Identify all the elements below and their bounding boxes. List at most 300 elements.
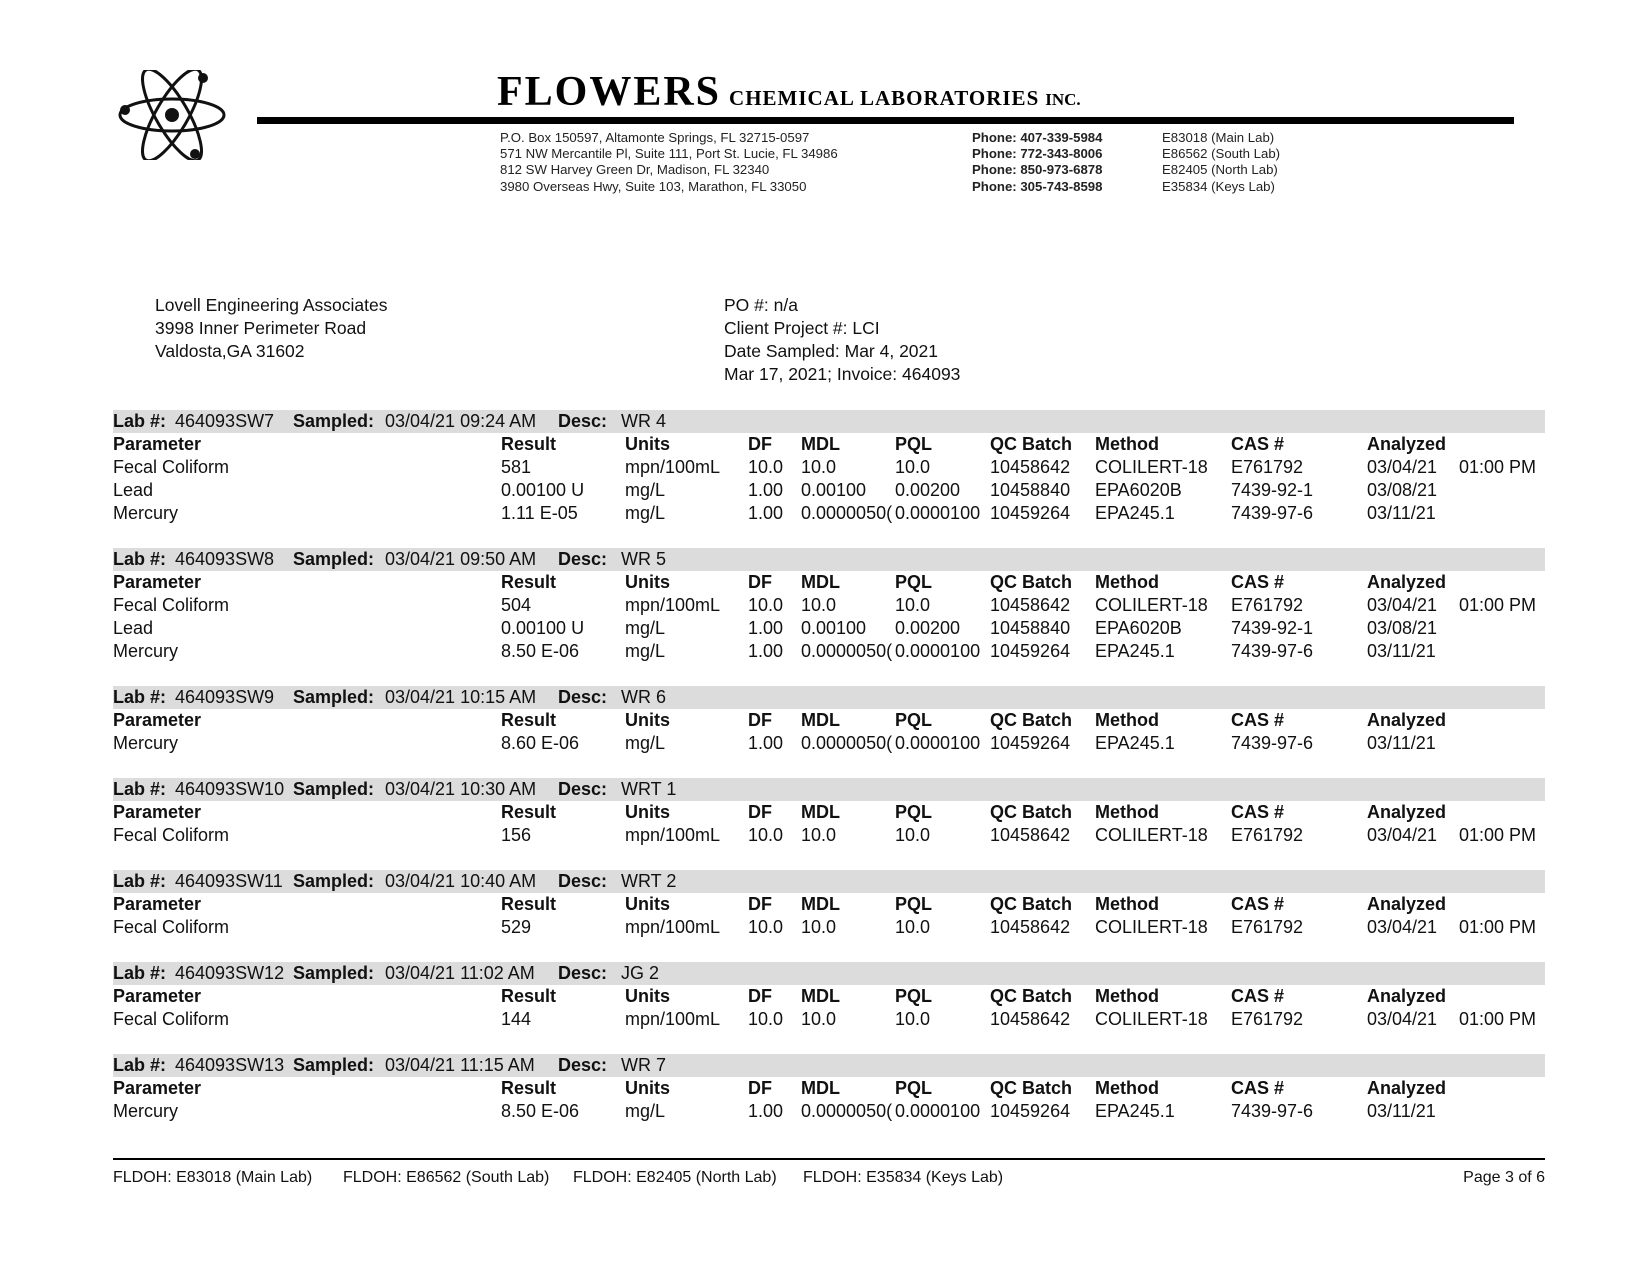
cell-cas: E761792	[1231, 917, 1304, 937]
column-header-mdl: MDL	[801, 434, 840, 454]
sampled-datetime: 03/04/21 09:24 AM	[385, 411, 537, 431]
column-header-parameter: Parameter	[113, 572, 202, 592]
footer-keys-lab: FLDOH: E35834 (Keys Lab)	[803, 1169, 1004, 1186]
cell-method: EPA245.1	[1095, 641, 1175, 661]
column-header-units: Units	[625, 894, 670, 914]
phone-line	[972, 179, 1280, 195]
cell-result: 144	[501, 1009, 532, 1029]
sample-block	[113, 962, 1545, 1031]
cell-cas: 7439-97-6	[1231, 641, 1314, 661]
sample-block	[113, 410, 1545, 525]
lab-label: Lab #:	[113, 871, 167, 891]
atom-logo-icon	[115, 70, 230, 160]
sample-header-bar	[113, 410, 1545, 433]
sampled-datetime: 03/04/21 09:50 AM	[385, 549, 537, 569]
phone-number: Phone: 407-339-5984	[972, 130, 1103, 145]
cell-units: mg/L	[625, 480, 666, 500]
client-city: Valdosta,GA 31602	[155, 341, 305, 361]
cell-pql: 10.0	[895, 1009, 931, 1029]
lab-addresses	[500, 130, 838, 195]
cell-analyzed-time: 01:00 PM	[1459, 1009, 1537, 1029]
cell-units: mpn/100mL	[625, 595, 721, 615]
cell-method: EPA6020B	[1095, 480, 1182, 500]
cell-pql: 0.0000100	[895, 641, 981, 661]
sample-header-bar	[113, 778, 1545, 801]
lab-label: Lab #:	[113, 1055, 167, 1075]
company-name-main: FLOWERS	[497, 69, 722, 115]
cell-cas: 7439-97-6	[1231, 733, 1314, 753]
cell-analyzed-date: 03/04/21	[1367, 457, 1438, 477]
cell-qc-batch: 10459264	[990, 1101, 1071, 1121]
cell-qc-batch: 10458840	[990, 480, 1071, 500]
cell-method: EPA245.1	[1095, 733, 1175, 753]
column-header-mdl: MDL	[801, 986, 840, 1006]
column-header-analyzed-date: Analyzed	[1367, 802, 1447, 822]
sampled-label: Sampled:	[293, 411, 375, 431]
sampled-label: Sampled:	[293, 871, 375, 891]
column-header-result: Result	[501, 710, 557, 730]
cell-pql: 0.00200	[895, 618, 961, 638]
column-header-qc-batch: QC Batch	[990, 434, 1073, 454]
desc-label: Desc:	[558, 871, 608, 891]
desc-value: WRT 1	[621, 779, 677, 799]
cell-df: 1.00	[748, 480, 784, 500]
column-header-result: Result	[501, 802, 557, 822]
cell-analyzed-time: 01:00 PM	[1459, 457, 1537, 477]
lab-number: 464093SW12	[175, 963, 285, 983]
sampled-datetime: 03/04/21 11:02 AM	[385, 963, 535, 983]
column-header-pql: PQL	[895, 710, 933, 730]
sample-results	[113, 410, 1545, 1146]
column-header-mdl: MDL	[801, 572, 840, 592]
cell-result: 581	[501, 457, 532, 477]
column-header-analyzed-date: Analyzed	[1367, 986, 1447, 1006]
cell-df: 10.0	[748, 825, 784, 845]
sample-block	[113, 548, 1545, 663]
lab-number: 464093SW8	[175, 549, 275, 569]
table-row	[113, 479, 1545, 502]
column-header-pql: PQL	[895, 986, 933, 1006]
cell-pql: 10.0	[895, 595, 931, 615]
desc-label: Desc:	[558, 779, 608, 799]
column-header-qc-batch: QC Batch	[990, 802, 1073, 822]
phone-line	[972, 146, 1280, 162]
desc-value: JG 2	[621, 963, 660, 983]
column-header-row	[113, 1077, 1545, 1100]
cell-analyzed-date: 03/11/21	[1367, 1101, 1436, 1121]
phone-number: Phone: 850-973-6878	[972, 162, 1103, 178]
cell-parameter: Fecal Coliform	[113, 457, 230, 477]
desc-label: Desc:	[558, 687, 608, 707]
column-header-analyzed-date: Analyzed	[1367, 572, 1447, 592]
cell-mdl: 0.0000050(	[801, 1101, 893, 1121]
cell-result: 0.00100 U	[501, 618, 585, 638]
column-header-units: Units	[625, 986, 670, 1006]
cell-analyzed-date: 03/04/21	[1367, 595, 1438, 615]
lab-id: E82405 (North Lab)	[1162, 162, 1278, 178]
table-row	[113, 1008, 1545, 1031]
address-line: 812 SW Harvey Green Dr, Madison, FL 32340	[500, 162, 770, 178]
lab-id: E86562 (South Lab)	[1162, 146, 1281, 162]
cell-parameter: Mercury	[113, 503, 179, 523]
column-header-parameter: Parameter	[113, 1078, 202, 1098]
company-name	[497, 68, 1081, 116]
lab-number: 464093SW10	[175, 779, 285, 799]
cell-result: 8.50 E-06	[501, 1101, 580, 1121]
desc-value: WRT 2	[621, 871, 677, 891]
address-line: P.O. Box 150597, Altamonte Springs, FL 32715-0597	[500, 130, 810, 145]
cell-mdl: 10.0	[801, 1009, 837, 1029]
column-header-method: Method	[1095, 894, 1159, 914]
cell-cas: E761792	[1231, 1009, 1304, 1029]
date-sampled: Date Sampled: Mar 4, 2021	[724, 341, 939, 361]
cell-method: COLILERT-18	[1095, 1009, 1208, 1029]
cell-df: 1.00	[748, 1101, 784, 1121]
column-header-method: Method	[1095, 434, 1159, 454]
cell-df: 10.0	[748, 1009, 784, 1029]
column-header-df: DF	[748, 434, 772, 454]
cell-df: 1.00	[748, 641, 784, 661]
cell-units: mpn/100mL	[625, 1009, 721, 1029]
column-header-row	[113, 893, 1545, 916]
cell-method: EPA6020B	[1095, 618, 1182, 638]
cell-units: mg/L	[625, 618, 666, 638]
po-number: PO #: n/a	[724, 295, 798, 315]
sampled-datetime: 03/04/21 10:40 AM	[385, 871, 537, 891]
column-header-mdl: MDL	[801, 802, 840, 822]
footer-south-lab: FLDOH: E86562 (South Lab)	[343, 1169, 550, 1186]
cell-result: 0.00100 U	[501, 480, 585, 500]
column-header-df: DF	[748, 986, 772, 1006]
cell-units: mpn/100mL	[625, 457, 721, 477]
desc-value: WR 6	[621, 687, 666, 707]
lab-number: 464093SW9	[175, 687, 275, 707]
client-project-number: Client Project #: LCI	[724, 318, 880, 338]
cell-qc-batch: 10458642	[990, 457, 1071, 477]
column-header-parameter: Parameter	[113, 986, 202, 1006]
table-row	[113, 916, 1545, 939]
address-line: 571 NW Mercantile Pl, Suite 111, Port St. Lucie, FL 34986	[500, 146, 838, 162]
sample-header-bar	[113, 962, 1545, 985]
lab-phones	[972, 130, 1280, 195]
cell-analyzed-time: 01:00 PM	[1459, 595, 1537, 615]
table-row	[113, 456, 1545, 479]
lab-number: 464093SW11	[175, 871, 283, 891]
column-header-qc-batch: QC Batch	[990, 710, 1073, 730]
column-header-row	[113, 985, 1545, 1008]
address-line: 3980 Overseas Hwy, Suite 103, Marathon, FL 33050	[500, 178, 807, 194]
sampled-label: Sampled:	[293, 687, 375, 707]
cell-cas: E761792	[1231, 825, 1304, 845]
column-header-result: Result	[501, 986, 557, 1006]
cell-parameter: Lead	[113, 480, 154, 500]
cell-mdl: 10.0	[801, 825, 837, 845]
column-header-row	[113, 571, 1545, 594]
cell-result: 8.60 E-06	[501, 733, 580, 753]
cell-pql: 0.00200	[895, 480, 961, 500]
sample-block	[113, 1054, 1545, 1123]
sample-block	[113, 686, 1545, 755]
column-header-method: Method	[1095, 572, 1159, 592]
cell-pql: 10.0	[895, 825, 931, 845]
cell-analyzed-time: 01:00 PM	[1459, 825, 1537, 845]
cell-qc-batch: 10459264	[990, 733, 1071, 753]
cell-analyzed-date: 03/04/21	[1367, 825, 1438, 845]
cell-result: 156	[501, 825, 532, 845]
column-header-qc-batch: QC Batch	[990, 1078, 1073, 1098]
phone-number: Phone: 305-743-8598	[972, 178, 1103, 194]
column-header-parameter: Parameter	[113, 710, 202, 730]
cell-qc-batch: 10458642	[990, 1009, 1071, 1029]
sample-header-bar	[113, 1054, 1545, 1077]
column-header-df: DF	[748, 1078, 772, 1098]
column-header-units: Units	[625, 710, 670, 730]
column-header-cas: CAS #	[1231, 894, 1285, 914]
cell-method: COLILERT-18	[1095, 457, 1208, 477]
column-header-units: Units	[625, 802, 670, 822]
lab-label: Lab #:	[113, 779, 167, 799]
cell-qc-batch: 10459264	[990, 503, 1071, 523]
cell-mdl: 0.0000050(	[801, 733, 893, 753]
column-header-row	[113, 433, 1545, 456]
cell-cas: E761792	[1231, 457, 1304, 477]
cell-df: 1.00	[748, 618, 784, 638]
lab-label: Lab #:	[113, 411, 167, 431]
column-header-pql: PQL	[895, 434, 933, 454]
sample-block	[113, 870, 1545, 939]
column-header-row	[113, 801, 1545, 824]
invoice-line: Mar 17, 2021; Invoice: 464093	[724, 364, 961, 384]
table-row	[113, 640, 1545, 663]
sampled-label: Sampled:	[293, 549, 375, 569]
column-header-cas: CAS #	[1231, 802, 1285, 822]
desc-label: Desc:	[558, 1055, 608, 1075]
column-header-method: Method	[1095, 710, 1159, 730]
column-header-qc-batch: QC Batch	[990, 986, 1073, 1006]
client-street: 3998 Inner Perimeter Road	[155, 318, 367, 338]
sample-block	[113, 778, 1545, 847]
cell-parameter: Fecal Coliform	[113, 595, 230, 615]
cell-result: 8.50 E-06	[501, 641, 580, 661]
lab-id: E35834 (Keys Lab)	[1162, 178, 1275, 194]
cell-analyzed-date: 03/11/21	[1367, 733, 1436, 753]
column-header-method: Method	[1095, 986, 1159, 1006]
client-address	[155, 294, 388, 363]
footer	[113, 1169, 1545, 1191]
lab-label: Lab #:	[113, 549, 167, 569]
column-header-parameter: Parameter	[113, 894, 202, 914]
cell-units: mg/L	[625, 503, 666, 523]
cell-qc-batch: 10458840	[990, 618, 1071, 638]
cell-analyzed-date: 03/08/21	[1367, 618, 1438, 638]
desc-value: WR 5	[621, 549, 666, 569]
cell-mdl: 10.0	[801, 595, 837, 615]
cell-units: mg/L	[625, 1101, 666, 1121]
column-header-mdl: MDL	[801, 710, 840, 730]
cell-cas: 7439-92-1	[1231, 618, 1314, 638]
column-header-df: DF	[748, 572, 772, 592]
column-header-pql: PQL	[895, 572, 933, 592]
column-header-pql: PQL	[895, 894, 933, 914]
cell-df: 10.0	[748, 457, 784, 477]
cell-qc-batch: 10458642	[990, 917, 1071, 937]
cell-mdl: 0.0000050(	[801, 503, 893, 523]
column-header-mdl: MDL	[801, 1078, 840, 1098]
lab-number: 464093SW7	[175, 411, 275, 431]
cell-cas: 7439-92-1	[1231, 480, 1314, 500]
sampled-label: Sampled:	[293, 779, 375, 799]
cell-qc-batch: 10459264	[990, 641, 1071, 661]
cell-parameter: Mercury	[113, 641, 179, 661]
desc-value: WR 4	[621, 411, 666, 431]
cell-analyzed-date: 03/04/21	[1367, 1009, 1438, 1029]
cell-df: 10.0	[748, 595, 784, 615]
cell-units: mg/L	[625, 733, 666, 753]
page-number: Page 3 of 6	[1463, 1169, 1545, 1186]
cell-result: 529	[501, 917, 532, 937]
column-header-qc-batch: QC Batch	[990, 894, 1073, 914]
cell-method: COLILERT-18	[1095, 917, 1208, 937]
footer-rule	[113, 1158, 1545, 1160]
column-header-result: Result	[501, 894, 557, 914]
header-rule	[257, 117, 1514, 124]
company-name-inc: INC.	[1045, 90, 1081, 109]
cell-df: 1.00	[748, 733, 784, 753]
column-header-pql: PQL	[895, 1078, 933, 1098]
desc-label: Desc:	[558, 411, 608, 431]
column-header-analyzed-date: Analyzed	[1367, 894, 1447, 914]
cell-df: 10.0	[748, 917, 784, 937]
sampled-label: Sampled:	[293, 1055, 375, 1075]
sampled-datetime: 03/04/21 11:15 AM	[385, 1055, 535, 1075]
sampled-label: Sampled:	[293, 963, 375, 983]
cell-method: COLILERT-18	[1095, 595, 1208, 615]
cell-units: mg/L	[625, 641, 666, 661]
table-row	[113, 502, 1545, 525]
phone-line	[972, 162, 1280, 178]
cell-pql: 10.0	[895, 917, 931, 937]
table-row	[113, 594, 1545, 617]
column-header-cas: CAS #	[1231, 986, 1285, 1006]
lab-id: E83018 (Main Lab)	[1162, 130, 1275, 145]
cell-df: 1.00	[748, 503, 784, 523]
column-header-analyzed-date: Analyzed	[1367, 710, 1447, 730]
company-name-sub: CHEMICAL LABORATORIES	[729, 86, 1040, 110]
desc-label: Desc:	[558, 963, 608, 983]
cell-pql: 10.0	[895, 457, 931, 477]
cell-pql: 0.0000100	[895, 503, 981, 523]
cell-parameter: Mercury	[113, 1101, 179, 1121]
column-header-df: DF	[748, 710, 772, 730]
footer-main-lab: FLDOH: E83018 (Main Lab)	[113, 1169, 313, 1186]
column-header-mdl: MDL	[801, 894, 840, 914]
table-row	[113, 824, 1545, 847]
column-header-parameter: Parameter	[113, 434, 202, 454]
column-header-units: Units	[625, 434, 670, 454]
sampled-datetime: 03/04/21 10:15 AM	[385, 687, 537, 707]
table-row	[113, 732, 1545, 755]
table-row	[113, 617, 1545, 640]
cell-mdl: 0.00100	[801, 480, 867, 500]
cell-cas: E761792	[1231, 595, 1304, 615]
cell-mdl: 0.00100	[801, 618, 867, 638]
cell-parameter: Mercury	[113, 733, 179, 753]
column-header-cas: CAS #	[1231, 572, 1285, 592]
cell-qc-batch: 10458642	[990, 825, 1071, 845]
column-header-pql: PQL	[895, 802, 933, 822]
sampled-datetime: 03/04/21 10:30 AM	[385, 779, 537, 799]
column-header-analyzed-date: Analyzed	[1367, 1078, 1447, 1098]
desc-label: Desc:	[558, 549, 608, 569]
cell-cas: 7439-97-6	[1231, 1101, 1314, 1121]
cell-units: mpn/100mL	[625, 917, 721, 937]
sample-header-bar	[113, 870, 1545, 893]
column-header-result: Result	[501, 1078, 557, 1098]
phone-line	[972, 130, 1280, 146]
column-header-cas: CAS #	[1231, 434, 1285, 454]
cell-mdl: 10.0	[801, 917, 837, 937]
column-header-row	[113, 709, 1545, 732]
lab-number: 464093SW13	[175, 1055, 285, 1075]
cell-cas: 7439-97-6	[1231, 503, 1314, 523]
column-header-method: Method	[1095, 802, 1159, 822]
project-info	[724, 294, 960, 386]
cell-mdl: 0.0000050(	[801, 641, 893, 661]
column-header-analyzed-date: Analyzed	[1367, 434, 1447, 454]
table-row	[113, 1100, 1545, 1123]
cell-parameter: Fecal Coliform	[113, 917, 230, 937]
cell-analyzed-date: 03/04/21	[1367, 917, 1438, 937]
column-header-df: DF	[748, 894, 772, 914]
cell-analyzed-time: 01:00 PM	[1459, 917, 1537, 937]
cell-analyzed-date: 03/11/21	[1367, 641, 1436, 661]
column-header-result: Result	[501, 572, 557, 592]
cell-pql: 0.0000100	[895, 733, 981, 753]
column-header-df: DF	[748, 802, 772, 822]
cell-method: EPA245.1	[1095, 1101, 1175, 1121]
column-header-qc-batch: QC Batch	[990, 572, 1073, 592]
lab-label: Lab #:	[113, 687, 167, 707]
sample-header-bar	[113, 686, 1545, 709]
phone-number: Phone: 772-343-8006	[972, 146, 1103, 162]
column-header-units: Units	[625, 572, 670, 592]
cell-method: COLILERT-18	[1095, 825, 1208, 845]
column-header-result: Result	[501, 434, 557, 454]
sample-header-bar	[113, 548, 1545, 571]
cell-result: 1.11 E-05	[501, 503, 578, 523]
cell-parameter: Lead	[113, 618, 154, 638]
column-header-parameter: Parameter	[113, 802, 202, 822]
cell-parameter: Fecal Coliform	[113, 1009, 230, 1029]
cell-analyzed-date: 03/11/21	[1367, 503, 1436, 523]
cell-units: mpn/100mL	[625, 825, 721, 845]
cell-analyzed-date: 03/08/21	[1367, 480, 1438, 500]
client-name: Lovell Engineering Associates	[155, 295, 388, 315]
desc-value: WR 7	[621, 1055, 666, 1075]
cell-qc-batch: 10458642	[990, 595, 1071, 615]
cell-pql: 0.0000100	[895, 1101, 981, 1121]
cell-parameter: Fecal Coliform	[113, 825, 230, 845]
cell-method: EPA245.1	[1095, 503, 1175, 523]
cell-result: 504	[501, 595, 532, 615]
lab-label: Lab #:	[113, 963, 167, 983]
column-header-units: Units	[625, 1078, 670, 1098]
column-header-cas: CAS #	[1231, 710, 1285, 730]
footer-north-lab: FLDOH: E82405 (North Lab)	[573, 1169, 777, 1186]
cell-mdl: 10.0	[801, 457, 837, 477]
column-header-method: Method	[1095, 1078, 1159, 1098]
column-header-cas: CAS #	[1231, 1078, 1285, 1098]
